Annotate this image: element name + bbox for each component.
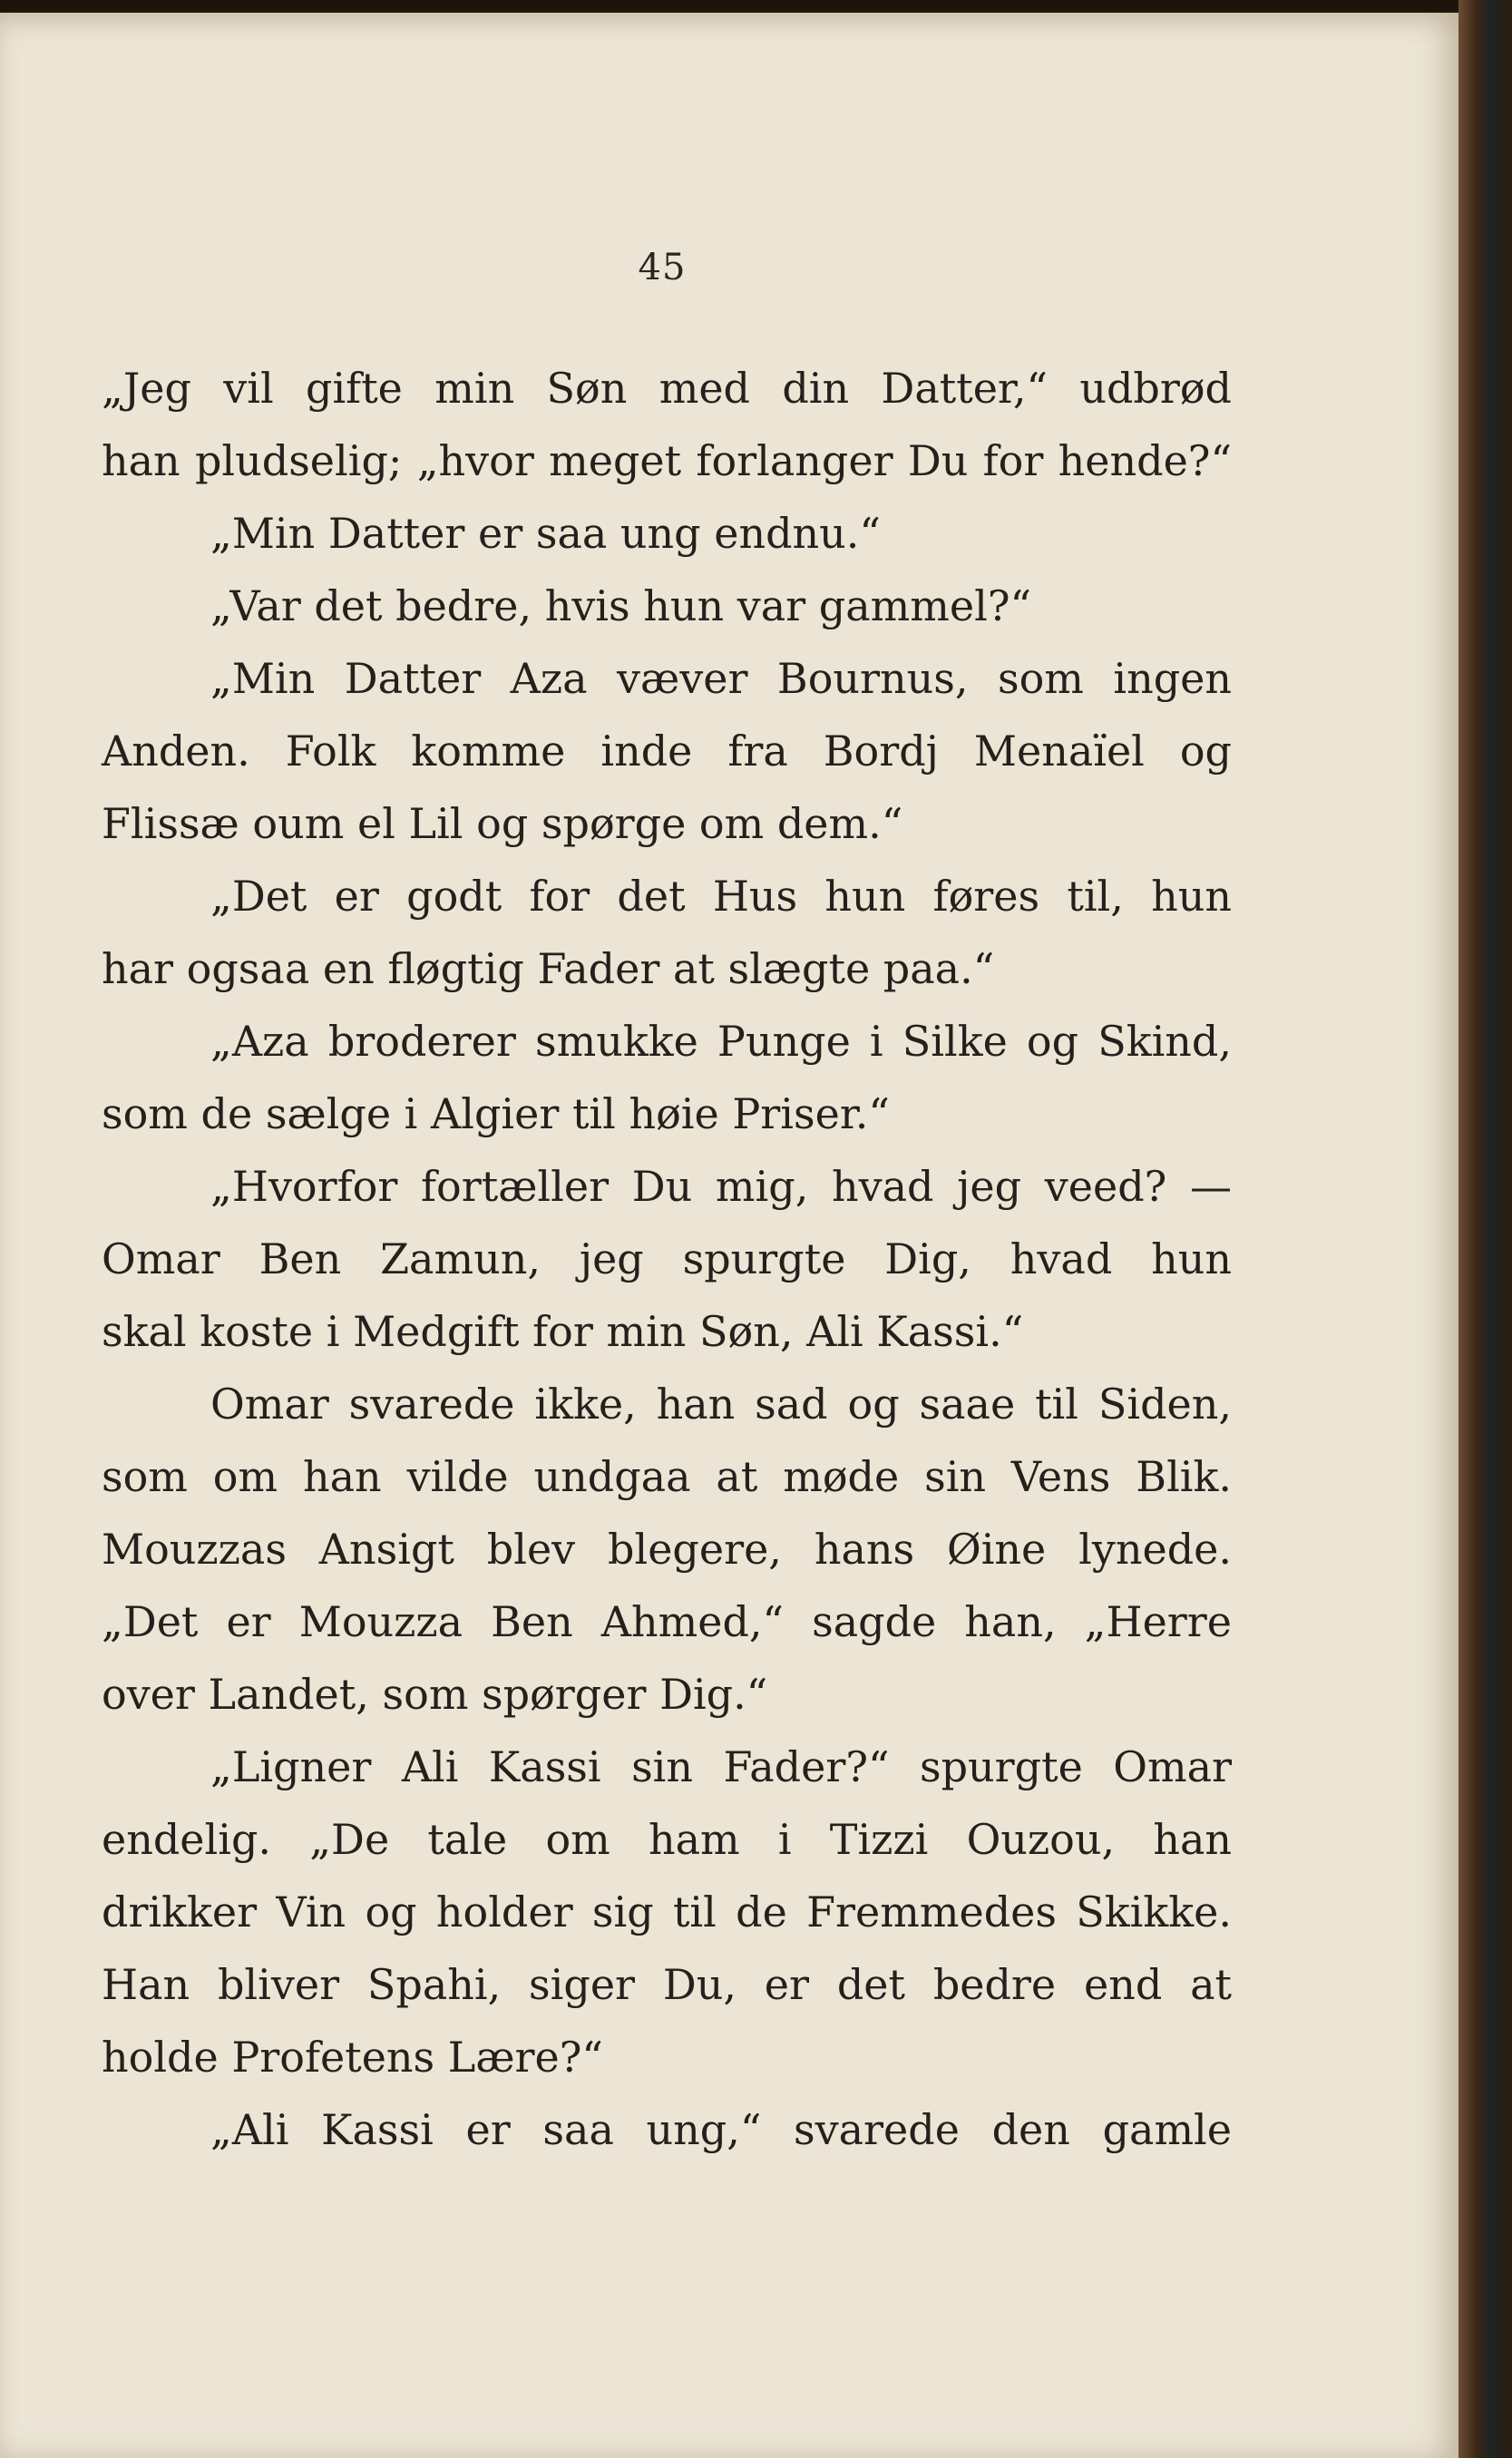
text-line-19: over Landet, som spørger Dig.“ xyxy=(102,1670,768,1719)
text-line-7: Flissæ oum el Lil og spørge om dem.“ xyxy=(102,799,903,848)
text-line-24: holde Profetens Lære?“ xyxy=(102,2033,603,2082)
text-line-23: Han bliver Spahi, siger Du, er det bedre end at xyxy=(102,1960,1232,2009)
text-line-15: Omar svarede ikke, han sad og saae til Siden, xyxy=(210,1380,1232,1429)
book-page xyxy=(0,13,1458,2458)
text-line-14: skal koste i Medgift for min Søn, Ali Kassi.“ xyxy=(102,1307,1024,1356)
page-number: 45 xyxy=(638,247,687,288)
text-line-12: „Hvorfor fortæller Du mig, hvad jeg veed? — xyxy=(210,1162,1232,1211)
text-line-25: „Ali Kassi er saa ung,“ svarede den gamle xyxy=(210,2105,1232,2154)
text-line-16: som om han vilde undgaa at møde sin Vens Blik. xyxy=(102,1452,1232,1501)
text-line-3: „Min Datter er saa ung endnu.“ xyxy=(210,509,881,558)
text-line-4: „Var det bedre, hvis hun var gammel?“ xyxy=(210,581,1031,630)
book-spine xyxy=(1458,0,1512,2458)
text-line-10: „Aza broderer smukke Punge i Silke og Skind, xyxy=(210,1017,1232,1066)
text-line-1: „Jeg vil gifte min Søn med din Datter,“ udbrød xyxy=(102,364,1232,413)
text-line-11: som de sælge i Algier til høie Priser.“ xyxy=(102,1089,890,1138)
text-line-8: „Det er godt for det Hus hun føres til, hun xyxy=(210,872,1232,921)
text-line-22: drikker Vin og holder sig til de Fremmedes Skikke. xyxy=(102,1887,1232,1936)
text-line-6: Anden. Folk komme inde fra Bordj Menaïel og xyxy=(102,727,1232,775)
text-line-20: „Ligner Ali Kassi sin Fader?“ spurgte Omar xyxy=(210,1742,1232,1791)
text-line-2: han pludselig; „hvor meget forlanger Du for hende?“ xyxy=(102,436,1232,485)
text-line-13: Omar Ben Zamun, jeg spurgte Dig, hvad hun xyxy=(102,1234,1232,1283)
page-top-edge xyxy=(0,0,1458,13)
text-line-9: har ogsaa en fløgtig Fader at slægte paa.“ xyxy=(102,944,995,993)
text-line-5: „Min Datter Aza væver Bournus, som ingen xyxy=(210,654,1232,703)
text-line-17: Mouzzas Ansigt blev blegere, hans Øine lynede. xyxy=(102,1525,1232,1574)
text-line-18: „Det er Mouzza Ben Ahmed,“ sagde han, „Herre xyxy=(102,1597,1232,1646)
text-line-21: endelig. „De tale om ham i Tizzi Ouzou, han xyxy=(102,1815,1232,1864)
